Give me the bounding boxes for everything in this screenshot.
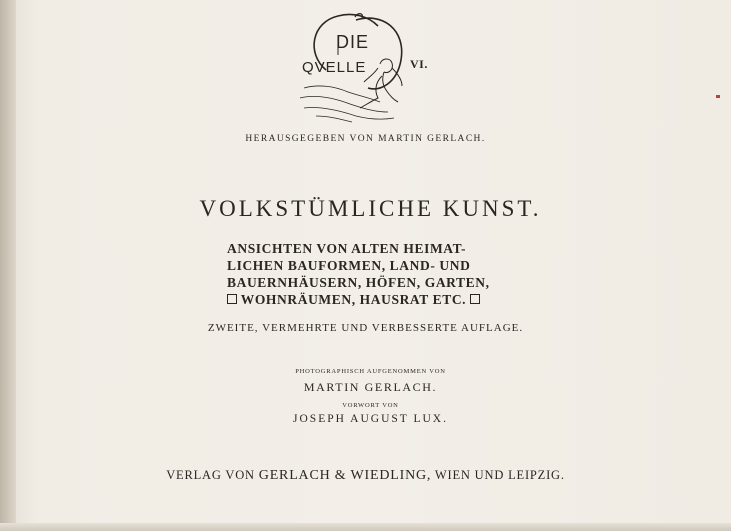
publisher-line: [0, 468, 731, 484]
page-bottom-edge: [0, 523, 731, 531]
subtitle-line-3: BAUERNHÄUSERN, HÖFEN, GARTEN,: [227, 275, 490, 290]
volume-number: VI.: [410, 57, 428, 71]
edition-line: ZWEITE, VERMEHRTE UND VERBESSERTE AUFLAGE.: [207, 322, 524, 334]
subtitle-line-1: ANSICHTEN VON ALTEN HEIMAT-: [227, 241, 467, 256]
square-ornament-left: [227, 294, 237, 304]
foreword-label: VORWORT VON: [342, 402, 399, 409]
subtitle-line-4: [227, 291, 480, 308]
red-mark: [716, 95, 720, 98]
square-ornament-right: [470, 294, 480, 304]
photographer-name: MARTIN GERLACH.: [303, 380, 438, 394]
editor-line: HERAUSGEGEBEN VON MARTIN GERLACH.: [245, 134, 486, 144]
publisher-prefix: VERLAG VON: [166, 468, 255, 482]
book-spine-shadow: [0, 0, 16, 531]
book-title: VOLKSTÜMLICHE KUNST.: [199, 196, 542, 221]
logo-word-qvelle: QVELLE: [302, 59, 367, 76]
publisher-name: GERLACH & WIEDLING,: [258, 468, 432, 483]
die-quelle-logo: [298, 8, 418, 126]
subtitle-line-2: LICHEN BAUFORMEN, LAND- UND: [227, 258, 471, 273]
subtitle-line-4-text: WOHNRÄUMEN, HAUSRAT ETC.: [240, 292, 467, 307]
foreword-author: JOSEPH AUGUST LUX.: [293, 413, 448, 425]
photographer-label: PHOTOGRAPHISCH AUFGENOMMEN VON: [295, 368, 446, 375]
publisher-place: WIEN UND LEIPZIG.: [434, 468, 565, 482]
logo-word-die: DIE: [336, 32, 370, 52]
